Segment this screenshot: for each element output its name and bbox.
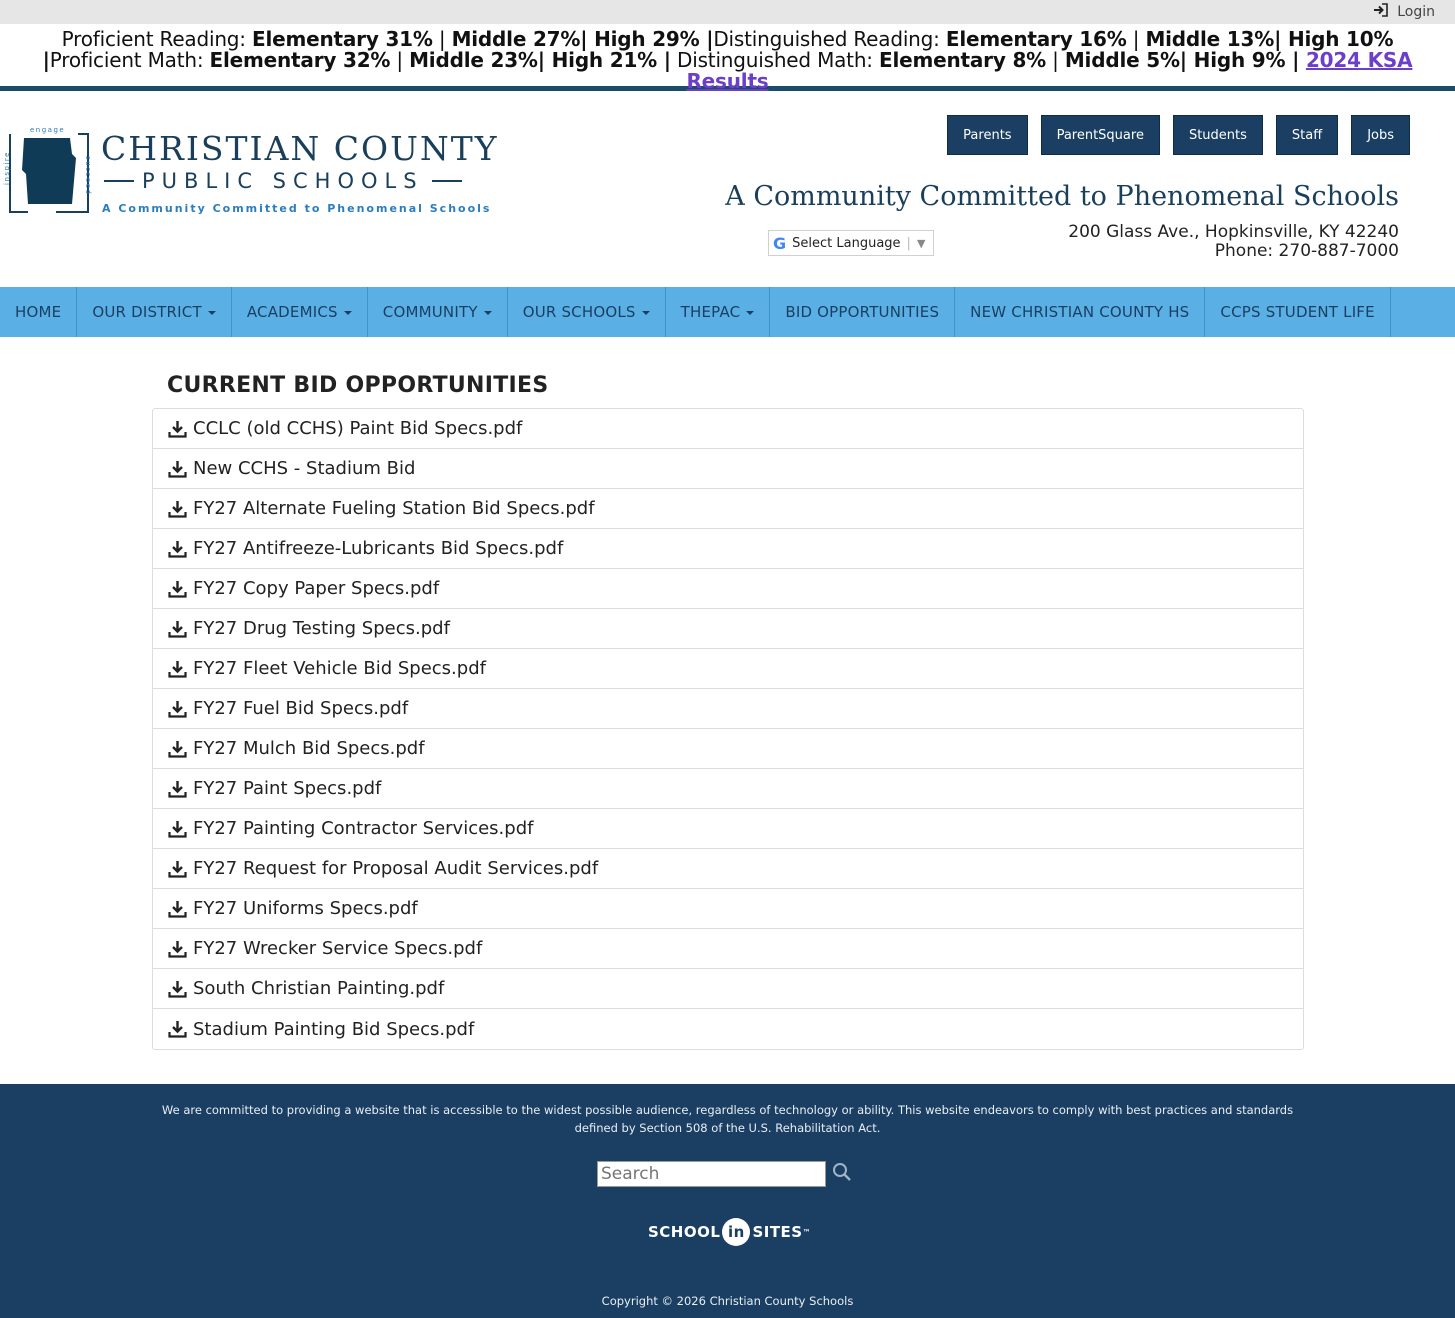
logo-title: CHRISTIAN COUNTY [101,129,499,168]
accessibility-statement: We are committed to providing a website that is accessible to the widest possible audience, regardless of technology or ability. This website endeavors to comply with best practices and standards defined by Section 508 of the U.S. Rehabilitation Act. [161,1103,1294,1135]
search-icon[interactable] [832,1162,852,1186]
download-icon [168,580,187,598]
bid-file-link[interactable] [153,929,1303,969]
copyright: Copyright © 2026 Christian County Schools [601,1294,854,1308]
sign-in-icon [1373,3,1389,21]
ksa-score-segment: | [1126,27,1146,51]
ksa-score-segment: | [1046,48,1065,72]
bid-file-link[interactable] [153,1009,1303,1049]
language-label: Select Language [792,235,901,251]
ksa-score-segment: | [432,27,452,51]
download-icon [168,740,187,758]
bid-file-name: FY27 Copy Paper Specs.pdf [193,578,440,599]
bid-file-name: FY27 Mulch Bid Specs.pdf [193,738,425,759]
bid-file-name: FY27 Painting Contractor Services.pdf [193,818,534,839]
ksa-scores-text [43,27,1394,72]
bid-file-name: FY27 Request for Proposal Audit Services.pdf [193,858,599,879]
bid-file-name: FY27 Wrecker Service Specs.pdf [193,938,483,959]
jobs-button[interactable]: Jobs [1351,115,1410,155]
search-input[interactable] [597,1161,826,1187]
ksa-score-segment: Proficient Reading: [61,27,252,51]
bid-file-name: FY27 Fleet Vehicle Bid Specs.pdf [193,658,486,679]
page-title: CURRENT BID OPPORTUNITIES [167,373,549,398]
bid-file-link[interactable] [153,969,1303,1009]
quick-links [947,115,1410,155]
ksa-score-segment: | [390,48,410,72]
bid-file-link[interactable] [153,769,1303,809]
main-navigation [0,287,1455,337]
district-logo[interactable] [3,124,499,224]
bid-file-link[interactable] [153,849,1303,889]
login-link[interactable] [1373,0,1435,24]
ksa-score-segment: Elementary 32% [209,48,391,72]
bid-file-name: CCLC (old CCHS) Paint Bid Specs.pdf [193,418,523,439]
phone-line: Phone: 270-887-7000 [1214,241,1399,261]
main-content [0,337,1455,1040]
bid-file-link[interactable] [153,529,1303,569]
county-map-icon [3,124,96,224]
nav-item-new-christian-county-hs[interactable]: NEW CHRISTIAN COUNTY HS [955,287,1205,337]
nav-item-our-district[interactable]: OUR DISTRICT [77,287,232,337]
download-icon [168,700,187,718]
parents-button[interactable]: Parents [947,115,1027,155]
svg-text:succeed: succeed [84,156,92,196]
top-utility-bar [0,0,1455,24]
caret-down-icon [746,311,754,315]
bid-file-name: FY27 Alternate Fueling Station Bid Specs.pdf [193,498,595,519]
caret-down-icon [642,311,650,315]
ksa-score-segment: Middle 5%| High 9% | [1064,48,1306,72]
language-select[interactable] [768,230,934,256]
caret-down-icon [484,311,492,315]
svg-text:engage: engage [30,126,66,134]
download-icon [168,460,187,478]
download-icon [168,820,187,838]
nav-item-academics[interactable]: ACADEMICS [232,287,368,337]
nav-item-home[interactable]: HOME [0,287,77,337]
apple-icon: in [722,1218,750,1246]
download-icon [168,940,187,958]
ksa-score-segment: Elementary 31% [252,27,433,51]
bid-file-name: FY27 Fuel Bid Specs.pdf [193,698,409,719]
bid-file-link[interactable] [153,489,1303,529]
caret-down-icon [208,311,216,315]
ksa-announcement [0,24,1455,93]
logo-tagline: A Community Committed to Phenomenal Schools [102,202,492,215]
ksa-score-segment: Proficient Math: [49,48,210,72]
bid-file-link[interactable] [153,449,1303,489]
bid-file-list [152,408,1304,1050]
login-label: Login [1397,4,1435,20]
ksa-score-segment: Middle 13%| High 10% | [42,27,1394,72]
ksa-score-segment: Elementary 8% [879,48,1046,72]
download-icon [168,660,187,678]
bid-file-name: FY27 Antifreeze-Lubricants Bid Specs.pdf [193,538,564,559]
schoolinsites-logo[interactable]: SCHOOL in SITES ™ [648,1218,811,1246]
download-icon [168,620,187,638]
ksa-score-segment: Middle 23%| High 21% | [409,48,671,72]
bid-file-link[interactable] [153,889,1303,929]
site-footer [0,1084,1455,1318]
parentsquare-button[interactable]: ParentSquare [1041,115,1160,155]
district-address [1068,223,1399,261]
logo-subtitle: PUBLIC SCHOOLS [104,169,462,193]
nav-item-bid-opportunities[interactable]: BID OPPORTUNITIES [770,287,955,337]
svg-text:inspire: inspire [3,151,11,185]
bid-file-name: FY27 Drug Testing Specs.pdf [193,618,450,639]
ksa-score-segment: Elementary 16% [945,27,1127,51]
footer-search [597,1161,852,1187]
dropdown-arrow-icon: ▼ [916,236,926,250]
ksa-score-segment: Middle 27%| High 29% | [451,27,714,51]
google-icon: G [773,233,787,253]
bid-file-link[interactable] [153,569,1303,609]
students-button[interactable]: Students [1173,115,1263,155]
download-icon [168,420,187,438]
ksa-score-segment: Distinguished Reading: [713,27,946,51]
divider: | [906,235,911,251]
nav-item-ccps-student-life[interactable]: CCPS STUDENT LIFE [1205,287,1390,337]
bid-file-name: New CCHS - Stadium Bid [193,458,416,479]
bid-file-link[interactable] [153,729,1303,769]
nav-item-thepac[interactable]: THEPAC [666,287,771,337]
ksa-results-link[interactable]: 2024 KSA Results [686,48,1413,93]
download-icon [168,900,187,918]
caret-down-icon [344,311,352,315]
bid-file-link[interactable] [153,609,1303,649]
address-line: 200 Glass Ave., Hopkinsville, KY 42240 [1068,222,1399,242]
bid-file-link[interactable] [153,409,1303,449]
district-motto: A Community Committed to Phenomenal Schools [725,181,1399,212]
download-icon [168,860,187,878]
download-icon [168,780,187,798]
bid-file-name: FY27 Uniforms Specs.pdf [193,898,418,919]
site-header [0,91,1455,287]
bid-file-link[interactable] [153,689,1303,729]
nav-item-community[interactable]: COMMUNITY [368,287,508,337]
bid-file-link[interactable] [153,649,1303,689]
download-icon [168,540,187,558]
bid-file-name: Stadium Painting Bid Specs.pdf [193,1018,475,1040]
download-icon [168,1020,187,1038]
bid-file-name: South Christian Painting.pdf [193,978,445,999]
ksa-score-segment: Distinguished Math: [670,48,879,72]
nav-item-our-schools[interactable]: OUR SCHOOLS [508,287,666,337]
bid-file-link[interactable] [153,809,1303,849]
staff-button[interactable]: Staff [1276,115,1338,155]
bid-file-name: FY27 Paint Specs.pdf [193,778,382,799]
download-icon [168,980,187,998]
download-icon [168,500,187,518]
